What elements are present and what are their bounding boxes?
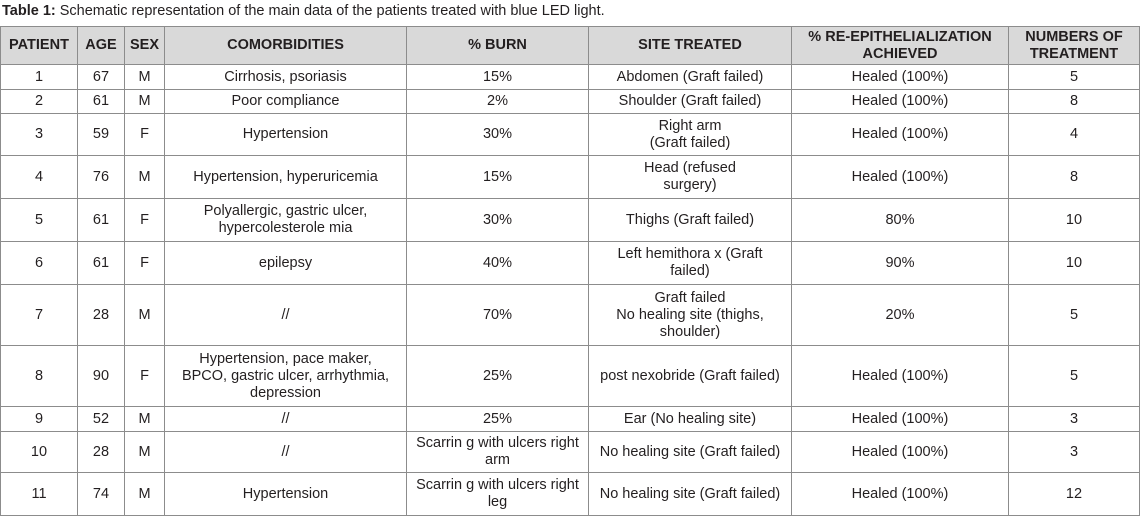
table-row	[1, 285, 1140, 346]
cell-patient: 6	[1, 242, 78, 285]
table-row	[1, 242, 1140, 285]
cell-burn: 2%	[407, 90, 589, 114]
cell-numbers-of-treatment: 10	[1009, 199, 1140, 242]
cell-age: 61	[78, 199, 125, 242]
header-numbers-of-treatment: NUMBERS OF TREATMENT	[1009, 27, 1140, 65]
table-row	[1, 156, 1140, 199]
cell-site-treated: Thighs (Graft failed)	[589, 199, 792, 242]
cell-burn: 25%	[407, 407, 589, 432]
table-row	[1, 199, 1140, 242]
cell-comorbidities: //	[165, 285, 407, 346]
cell-comorbidities: Poor compliance	[165, 90, 407, 114]
cell-comorbidities: Hypertension	[165, 114, 407, 156]
cell-comorbidities: epilepsy	[165, 242, 407, 285]
header-comorbidities: COMORBIDITIES	[165, 27, 407, 65]
cell-age: 59	[78, 114, 125, 156]
cell-numbers-of-treatment: 5	[1009, 285, 1140, 346]
cell-site-treated: Right arm (Graft failed)	[589, 114, 792, 156]
cell-re-epithelialization: 90%	[792, 242, 1009, 285]
cell-comorbidities: //	[165, 407, 407, 432]
cell-sex: M	[125, 432, 165, 473]
cell-patient: 2	[1, 90, 78, 114]
cell-burn: 30%	[407, 199, 589, 242]
cell-numbers-of-treatment: 5	[1009, 346, 1140, 407]
cell-patient: 11	[1, 473, 78, 516]
cell-sex: M	[125, 90, 165, 114]
cell-numbers-of-treatment: 12	[1009, 473, 1140, 516]
header-sex: SEX	[125, 27, 165, 65]
cell-site-treated: No healing site (Graft failed)	[589, 473, 792, 516]
table-caption-label: Table 1:	[2, 3, 56, 19]
cell-numbers-of-treatment: 4	[1009, 114, 1140, 156]
table-row	[1, 65, 1140, 90]
cell-comorbidities: //	[165, 432, 407, 473]
table-caption	[0, 0, 1140, 26]
cell-sex: F	[125, 114, 165, 156]
cell-patient: 4	[1, 156, 78, 199]
cell-age: 67	[78, 65, 125, 90]
cell-comorbidities: Cirrhosis, psoriasis	[165, 65, 407, 90]
cell-patient: 8	[1, 346, 78, 407]
cell-numbers-of-treatment: 3	[1009, 407, 1140, 432]
header-re-epithelialization: % RE-EPITHELIALIZATION ACHIEVED	[792, 27, 1009, 65]
cell-numbers-of-treatment: 5	[1009, 65, 1140, 90]
table-header-row	[1, 27, 1140, 65]
cell-patient: 7	[1, 285, 78, 346]
cell-re-epithelialization: 80%	[792, 199, 1009, 242]
cell-burn: 40%	[407, 242, 589, 285]
table-row	[1, 473, 1140, 516]
cell-age: 52	[78, 407, 125, 432]
cell-site-treated: Shoulder (Graft failed)	[589, 90, 792, 114]
cell-burn: 30%	[407, 114, 589, 156]
cell-comorbidities: Hypertension	[165, 473, 407, 516]
cell-burn: 15%	[407, 65, 589, 90]
table-caption-text: Schematic representation of the main data of the patients treated with blue LED light.	[55, 3, 605, 19]
cell-numbers-of-treatment: 8	[1009, 156, 1140, 199]
cell-site-treated: Head (refused surgery)	[589, 156, 792, 199]
cell-numbers-of-treatment: 10	[1009, 242, 1140, 285]
table-row	[1, 432, 1140, 473]
cell-re-epithelialization: Healed (100%)	[792, 407, 1009, 432]
cell-age: 28	[78, 432, 125, 473]
cell-age: 90	[78, 346, 125, 407]
cell-re-epithelialization: Healed (100%)	[792, 473, 1009, 516]
cell-numbers-of-treatment: 8	[1009, 90, 1140, 114]
cell-re-epithelialization: Healed (100%)	[792, 346, 1009, 407]
cell-sex: M	[125, 65, 165, 90]
cell-re-epithelialization: 20%	[792, 285, 1009, 346]
cell-re-epithelialization: Healed (100%)	[792, 156, 1009, 199]
cell-re-epithelialization: Healed (100%)	[792, 432, 1009, 473]
cell-site-treated: Ear (No healing site)	[589, 407, 792, 432]
cell-sex: M	[125, 156, 165, 199]
cell-sex: M	[125, 407, 165, 432]
cell-burn: Scarrin g with ulcers right leg	[407, 473, 589, 516]
cell-age: 61	[78, 90, 125, 114]
cell-patient: 3	[1, 114, 78, 156]
table-row	[1, 346, 1140, 407]
cell-patient: 1	[1, 65, 78, 90]
cell-burn: 25%	[407, 346, 589, 407]
cell-age: 61	[78, 242, 125, 285]
cell-burn: 70%	[407, 285, 589, 346]
cell-age: 28	[78, 285, 125, 346]
cell-site-treated: No healing site (Graft failed)	[589, 432, 792, 473]
cell-sex: F	[125, 242, 165, 285]
cell-numbers-of-treatment: 3	[1009, 432, 1140, 473]
cell-patient: 5	[1, 199, 78, 242]
cell-age: 74	[78, 473, 125, 516]
cell-sex: M	[125, 473, 165, 516]
table-row	[1, 407, 1140, 432]
header-age: AGE	[78, 27, 125, 65]
cell-patient: 10	[1, 432, 78, 473]
cell-sex: F	[125, 346, 165, 407]
cell-comorbidities: Polyallergic, gastric ulcer, hypercolesterole mia	[165, 199, 407, 242]
cell-sex: M	[125, 285, 165, 346]
header-site-treated: SITE TREATED	[589, 27, 792, 65]
patient-data-table	[0, 26, 1140, 516]
cell-comorbidities: Hypertension, pace maker, BPCO, gastric ulcer, arrhythmia, depression	[165, 346, 407, 407]
cell-burn: Scarrin g with ulcers right arm	[407, 432, 589, 473]
cell-burn: 15%	[407, 156, 589, 199]
cell-comorbidities: Hypertension, hyperuricemia	[165, 156, 407, 199]
cell-site-treated: Abdomen (Graft failed)	[589, 65, 792, 90]
cell-site-treated: Graft failed No healing site (thighs, shoulder)	[589, 285, 792, 346]
cell-sex: F	[125, 199, 165, 242]
cell-re-epithelialization: Healed (100%)	[792, 90, 1009, 114]
table-row	[1, 114, 1140, 156]
cell-re-epithelialization: Healed (100%)	[792, 65, 1009, 90]
table-row	[1, 90, 1140, 114]
header-burn: % BURN	[407, 27, 589, 65]
cell-age: 76	[78, 156, 125, 199]
cell-patient: 9	[1, 407, 78, 432]
cell-site-treated: post nexobride (Graft failed)	[589, 346, 792, 407]
header-patient: PATIENT	[1, 27, 78, 65]
cell-site-treated: Left hemithora x (Graft failed)	[589, 242, 792, 285]
cell-re-epithelialization: Healed (100%)	[792, 114, 1009, 156]
